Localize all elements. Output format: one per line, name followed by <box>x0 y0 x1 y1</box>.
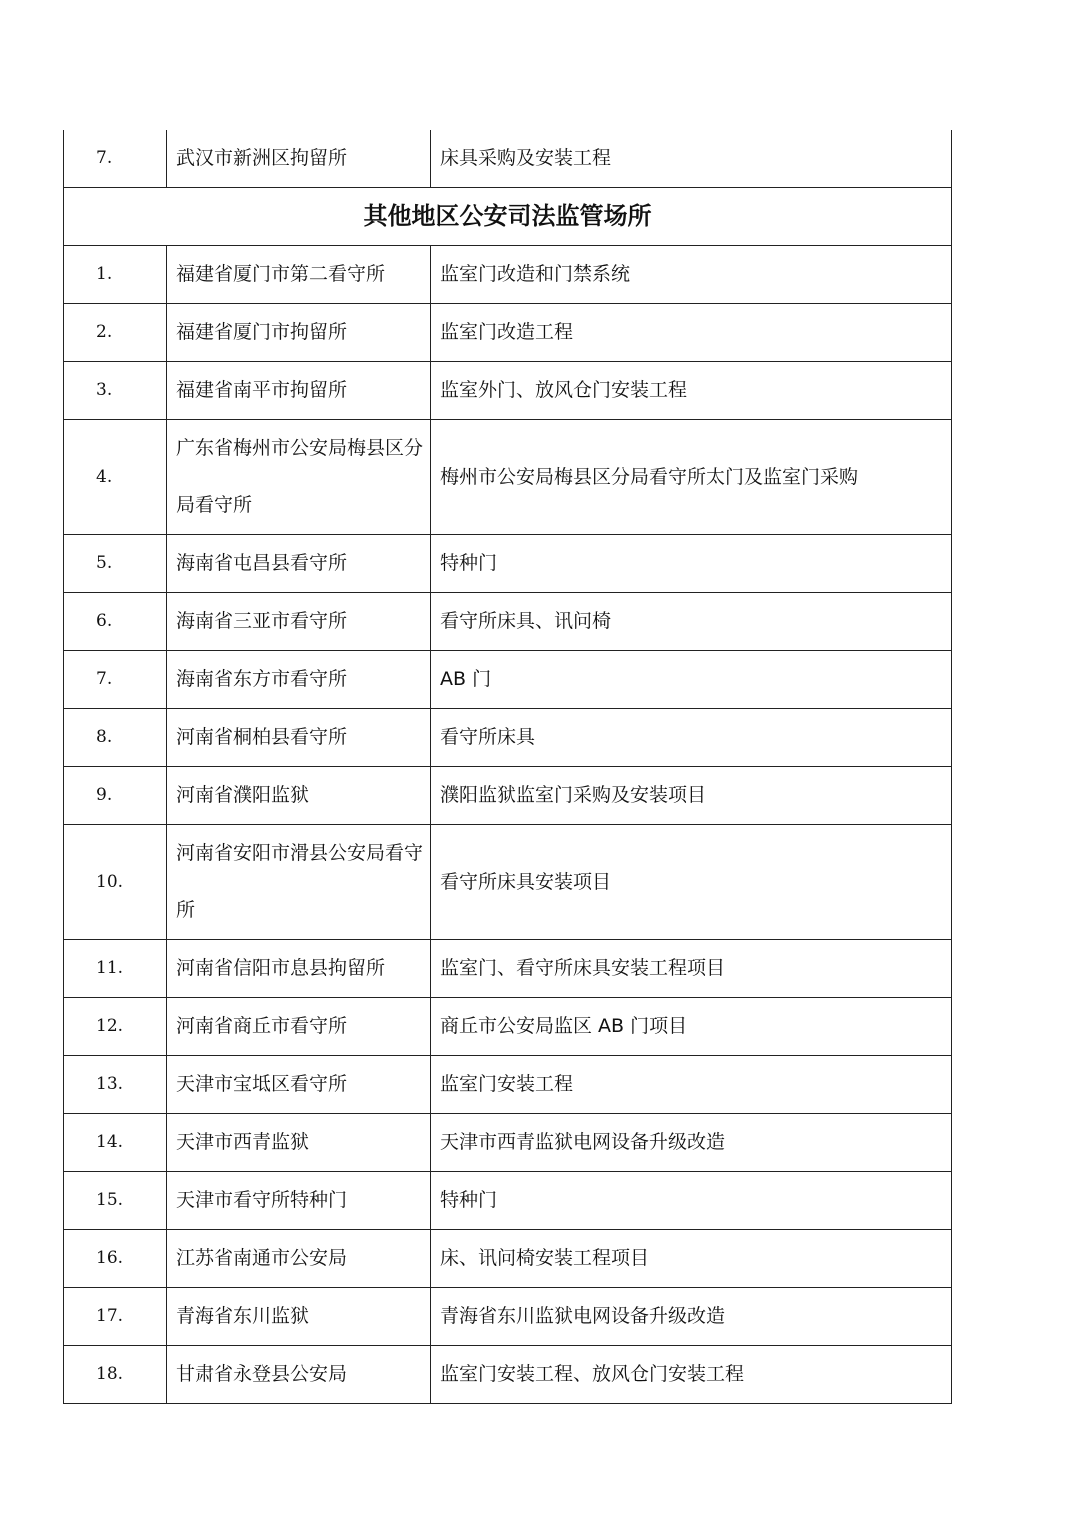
row-number: 10. <box>64 825 167 940</box>
row-number: 18. <box>64 1346 167 1404</box>
table-row <box>64 1172 952 1230</box>
table-row <box>64 246 952 304</box>
row-number: 13. <box>64 1056 167 1114</box>
row-project: 商丘市公安局监区 AB 门项目 <box>431 998 952 1056</box>
table-row <box>64 998 952 1056</box>
table-row <box>64 651 952 709</box>
row-unit: 福建省厦门市拘留所 <box>167 304 431 362</box>
row-project: 床、讯问椅安装工程项目 <box>431 1230 952 1288</box>
table-row <box>64 420 952 535</box>
row-number: 4. <box>64 420 167 535</box>
section-header-row <box>64 188 952 246</box>
table-row <box>64 1056 952 1114</box>
table-row <box>64 940 952 998</box>
table-row <box>64 593 952 651</box>
row-project: 监室门安装工程 <box>431 1056 952 1114</box>
row-unit: 河南省信阳市息县拘留所 <box>167 940 431 998</box>
row-unit: 天津市西青监狱 <box>167 1114 431 1172</box>
row-project: 看守所床具、讯问椅 <box>431 593 952 651</box>
table-row <box>64 362 952 420</box>
row-unit: 天津市宝坻区看守所 <box>167 1056 431 1114</box>
table-row <box>64 1288 952 1346</box>
table-row <box>64 1114 952 1172</box>
row-unit: 武汉市新洲区拘留所 <box>167 130 431 188</box>
row-unit: 甘肃省永登县公安局 <box>167 1346 431 1404</box>
row-project: 监室门改造和门禁系统 <box>431 246 952 304</box>
row-unit: 河南省安阳市滑县公安局看守所 <box>167 825 431 940</box>
row-number: 17. <box>64 1288 167 1346</box>
row-unit: 海南省三亚市看守所 <box>167 593 431 651</box>
row-unit: 河南省濮阳监狱 <box>167 767 431 825</box>
row-unit: 福建省厦门市第二看守所 <box>167 246 431 304</box>
row-project: 监室门改造工程 <box>431 304 952 362</box>
row-number: 16. <box>64 1230 167 1288</box>
row-unit: 江苏省南通市公安局 <box>167 1230 431 1288</box>
row-number: 11. <box>64 940 167 998</box>
row-number: 15. <box>64 1172 167 1230</box>
row-number: 3. <box>64 362 167 420</box>
table-row <box>64 709 952 767</box>
row-project: 床具采购及安装工程 <box>431 130 952 188</box>
row-number: 6. <box>64 593 167 651</box>
row-project: 监室外门、放风仓门安装工程 <box>431 362 952 420</box>
row-unit: 海南省东方市看守所 <box>167 651 431 709</box>
row-unit: 河南省商丘市看守所 <box>167 998 431 1056</box>
table-row <box>64 1346 952 1404</box>
table-row <box>64 130 952 188</box>
row-project: 监室门安装工程、放风仓门安装工程 <box>431 1346 952 1404</box>
section-title: 其他地区公安司法监管场所 <box>64 188 952 246</box>
row-unit: 天津市看守所特种门 <box>167 1172 431 1230</box>
row-project: 梅州市公安局梅县区分局看守所太门及监室门采购 <box>431 420 952 535</box>
row-unit: 青海省东川监狱 <box>167 1288 431 1346</box>
table-row <box>64 825 952 940</box>
row-unit: 广东省梅州市公安局梅县区分局看守所 <box>167 420 431 535</box>
row-number: 7. <box>64 130 167 188</box>
row-project: AB 门 <box>431 651 952 709</box>
row-project: 看守所床具安装项目 <box>431 825 952 940</box>
row-number: 9. <box>64 767 167 825</box>
row-number: 14. <box>64 1114 167 1172</box>
project-table <box>63 130 952 1404</box>
row-project: 天津市西青监狱电网设备升级改造 <box>431 1114 952 1172</box>
table-row <box>64 1230 952 1288</box>
row-number: 7. <box>64 651 167 709</box>
row-unit: 海南省屯昌县看守所 <box>167 535 431 593</box>
table-row <box>64 535 952 593</box>
row-number: 2. <box>64 304 167 362</box>
row-project: 青海省东川监狱电网设备升级改造 <box>431 1288 952 1346</box>
table-row <box>64 767 952 825</box>
row-number: 1. <box>64 246 167 304</box>
row-project: 监室门、看守所床具安装工程项目 <box>431 940 952 998</box>
row-number: 8. <box>64 709 167 767</box>
row-project: 濮阳监狱监室门采购及安装项目 <box>431 767 952 825</box>
row-project: 特种门 <box>431 1172 952 1230</box>
row-project: 看守所床具 <box>431 709 952 767</box>
row-number: 5. <box>64 535 167 593</box>
row-unit: 河南省桐柏县看守所 <box>167 709 431 767</box>
row-number: 12. <box>64 998 167 1056</box>
row-unit: 福建省南平市拘留所 <box>167 362 431 420</box>
table-row <box>64 304 952 362</box>
row-project: 特种门 <box>431 535 952 593</box>
